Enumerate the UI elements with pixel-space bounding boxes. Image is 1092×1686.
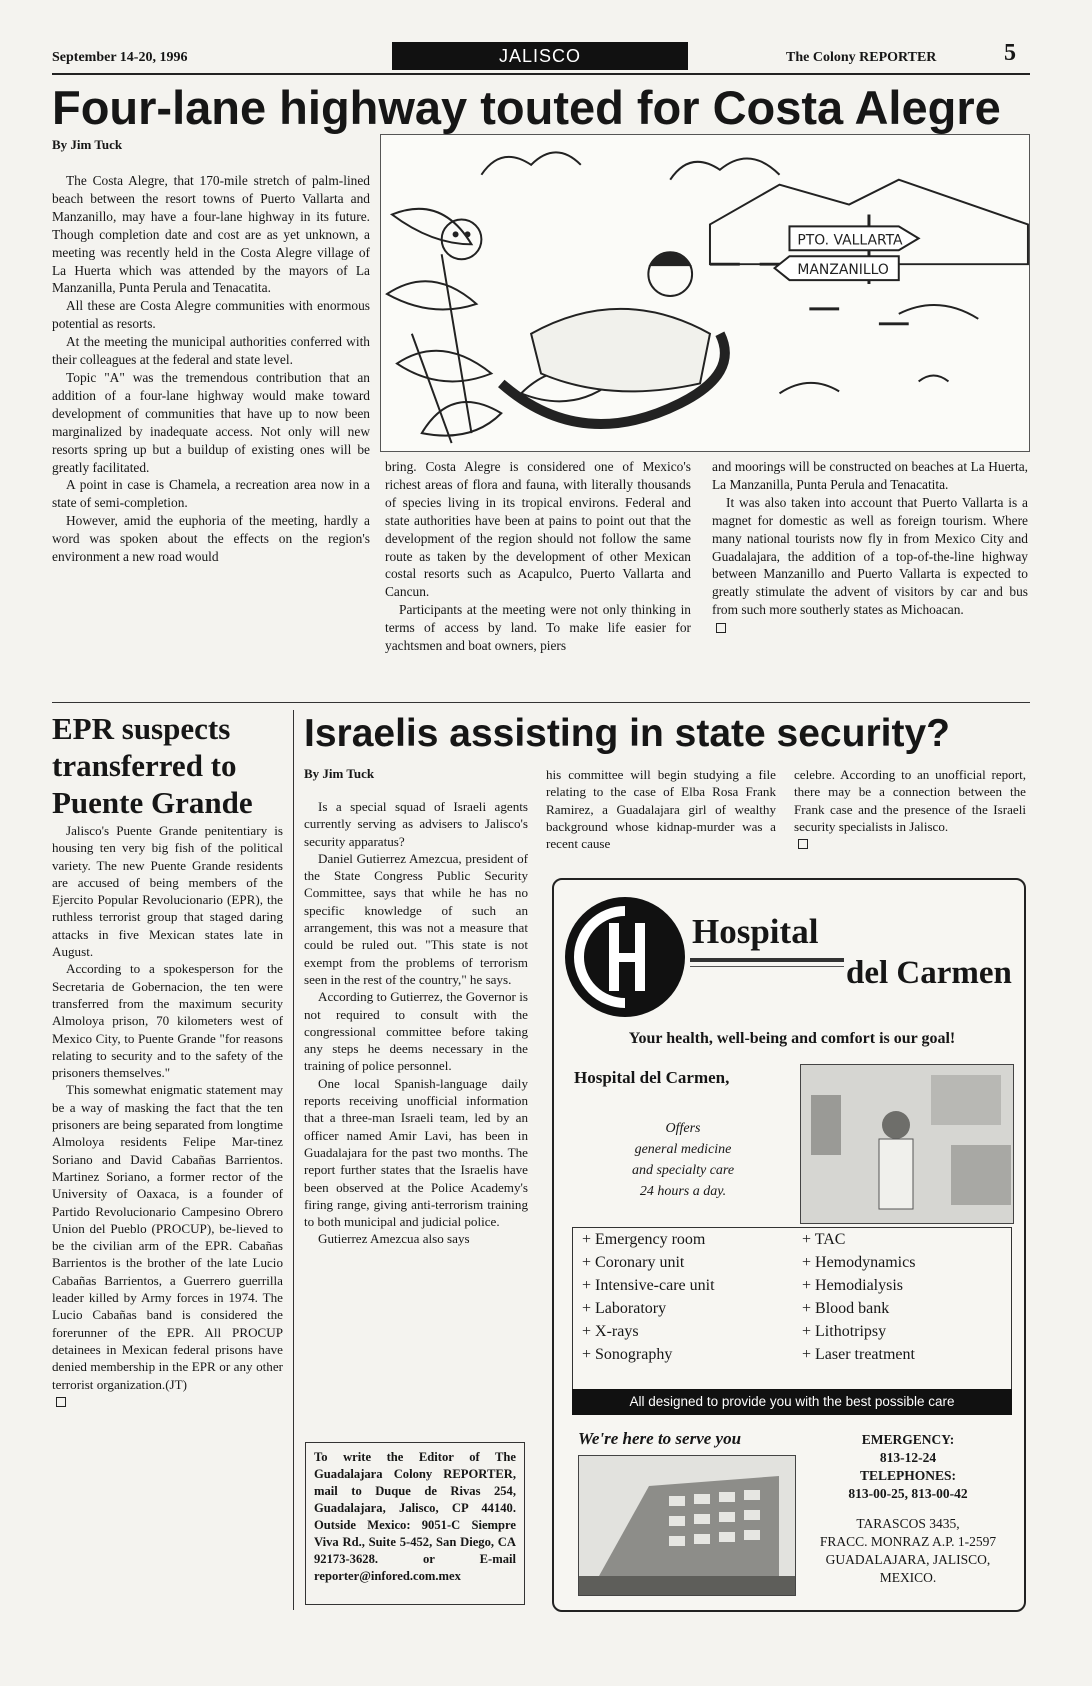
ad-decor-bar <box>690 958 844 962</box>
ad-script-line: We're here to serve you <box>578 1429 742 1448</box>
hospital-name-line2: del Carmen <box>846 955 1012 991</box>
service-item: + Hemodialysis <box>802 1277 904 1294</box>
paragraph: bring. Costa Alegre is considered one of Mexico's richest areas of flora and fauna, with literally thousands of species living in its tropical environs. Federal and state authorities have been at pains to point out that the development of the region should not follow the same route as taken by the development of other Mexican costal resorts such as Acapulco, Puerto Vallarta and Cancun. <box>385 459 691 600</box>
israel-headline: Israelis assisting in state security? <box>304 712 950 755</box>
ad-contact-info <box>800 1431 1016 1587</box>
israel-byline: By Jim Tuck <box>304 766 375 781</box>
paragraph: The Costa Alegre, that 170-mile stretch of palm-lined beach between the resort towns of Puerto Vallarta and Manzanillo, may have a four-lane highway in its future. Though completion date and cost are as yet unknown, a meeting was recently held in the Costa Alegre village of La Huerta which was attended by the mayors of La Manzanilla, Punta Perula and Tenacatita. <box>52 173 370 296</box>
cartoon-drawing <box>381 135 1029 451</box>
israel-column-3 <box>794 766 1026 866</box>
paragraph: Is a special squad of Israeli agents currently serving as advisers to Jalisco's security apparatus? <box>304 799 528 849</box>
service-item: + Lithotripsy <box>802 1323 887 1340</box>
ad-banner: All designed to provide you with the best possible care <box>572 1389 1012 1415</box>
emergency-label: EMERGENCY: <box>861 1432 955 1447</box>
ad-tagline: Your health, well-being and comfort is our goal! <box>628 1030 956 1047</box>
issue-date: September 14-20, 1996 <box>52 50 188 65</box>
address-line: FRACC. MONRAZ A.P. 1-2597 <box>819 1534 997 1549</box>
offer-line: and specialty care <box>631 1163 735 1178</box>
lead-headline: Four-lane highway touted for Costa Alegre <box>52 81 1001 134</box>
paragraph: Daniel Gutierrez Amezcua, president of the State Congress Public Security Committee, says that while he has no specific knowledge of such an arrangement, this was not a measure that could be ruled out. "This state is not exempt from the problems of terrorism seen in the rest of the country," he says. <box>304 850 528 987</box>
service-item: + X-rays <box>582 1323 639 1340</box>
service-item: + Blood bank <box>802 1300 890 1317</box>
offer-line: Offers <box>665 1121 701 1136</box>
paragraph: One local Spanish-language daily reports receiving unofficial information that a three-man Israeli team, led by an officer named Amir Lavi, has been in Guadalajara for the past two months. The report further states that the Israelis have been observed at the Police Academy's firing range, giving anti-terrorism training to both municipal and judicial police. <box>304 1075 528 1230</box>
paragraph: Gutierrez Amezcua also says <box>318 1231 470 1247</box>
service-item: + Intensive-care unit <box>582 1277 715 1294</box>
editor-contact-box: To write the Editor of The Guadalajara Colony REPORTER, mail to Duque de Rivas 254, Guadalajara, Jalisco, CP 44140. Outside Mexico: 9051-C Siempre Viva Rd., Suite 5-452, San Diego, CA 92173-3628. or E-mail reporter@infored.com.mex <box>305 1442 525 1605</box>
paper-name: The Colony REPORTER <box>786 50 937 65</box>
paragraph: This somewhat enigmatic statement may be a way of masking the fact that the ten prisoners are being separated from longtime Almoloya residents Felipe Mar-tinez Soriano and David Cabañas Barrientos. Martinez Soriano, a former rector of the University of Oaxaca, is a founder of Partido Revolucionario Campesino Obrero Union del Pueblo (PROCUP), be-lieved to be the civilian arm of the EPR. Cabañas Barrientos is the brother of the late Lucio Cabañas Barrientos, a Guerrero guerrilla leader killed by Army forces in 1974. The Lucio Cabañas band is considered the forerunner of the EPR. All PROCUP detainees in Mexican federal prisons have denied membership in the EPR or any other terrorist organization.(JT) <box>52 1082 283 1392</box>
end-mark-icon <box>56 1397 66 1407</box>
epr-headline: EPR suspects transferred to Puente Grande <box>52 711 253 820</box>
paragraph: However, amid the euphoria of the meeting, hardly a word was spoken about the effects on the region's environment a new road would <box>52 513 370 565</box>
address-line: MEXICO. <box>879 1570 937 1585</box>
paragraph: his committee will begin studying a file relating to the case of Elba Rosa Frank Ramirez, a Guadalajara girl of wealthy background whose kidnap-murder was a recent cause <box>546 767 776 852</box>
hospital-building-photo <box>578 1455 796 1596</box>
section-divider <box>52 702 1030 703</box>
paragraph: According to a spokesperson for the Secretaria de Gobernacion, the ten were transferred from the maximum security Almoloya prison, 70 kilometers west of Mexico City, to Puente Grande "for reasons relating to security and to the safety of the prisoners themselves." <box>52 961 283 1081</box>
lead-byline: By Jim Tuck <box>52 137 123 152</box>
paragraph: Jalisco's Puente Grande penitentiary is housing ten very big fish of the political variety. The new Puente Grande residents are accused of being members of the Ejercito Popular Revolucionario (EPR), the ruthless terrorist group that staged daring attacks in five Mexican states late in August. <box>52 823 283 960</box>
emergency-phone: 813-12-24 <box>879 1450 937 1465</box>
service-item: + Laser treatment <box>802 1346 915 1363</box>
paragraph: Participants at the meeting were not only thinking in terms of access by land. To make life easier for yachtsmen and boat owners, piers <box>385 602 691 654</box>
lead-column-1 <box>52 172 370 696</box>
address-line: TARASCOS 3435, <box>856 1516 960 1531</box>
service-item: + Sonography <box>582 1346 673 1363</box>
editorial-cartoon <box>380 134 1030 452</box>
masthead-rule <box>52 73 1030 75</box>
epr-column <box>52 822 283 1614</box>
paragraph: Topic "A" was the tremendous contribution that an addition of a four-lane highway would make toward development of communities that have up to now been marginalized by inadequate access. Not only will new resorts spring up but a buildup of existing ones will be greatly facilitated. <box>52 369 370 475</box>
cartoon-sign-vallarta: PTO. VALLARTA <box>797 232 903 249</box>
service-item: + Laboratory <box>582 1300 667 1317</box>
ad-decor-bar <box>690 966 844 967</box>
ad-offers <box>588 1118 778 1202</box>
lead-column-2 <box>385 458 691 694</box>
cartoon-sign-manzanillo: MANZANILLO <box>797 262 889 279</box>
hospital-logo-icon <box>565 897 685 1017</box>
paragraph: and moorings will be constructed on beaches at La Huerta, La Manzanilla, Punta Perula and Tenacatita. <box>712 459 1028 492</box>
israel-column-2 <box>546 766 776 866</box>
paragraph: A point in case is Chamela, a recreation area now in a state of semi-completion. <box>52 477 370 511</box>
paragraph: celebre. According to an unofficial report, there may be a connection between the Frank case and the presence of the Israeli security specialists in Jalisco. <box>794 767 1026 834</box>
service-item: + Emergency room <box>582 1231 706 1248</box>
services-right <box>802 1228 1002 1366</box>
end-mark-icon <box>798 839 808 849</box>
paragraph: All these are Costa Alegre communities with enormous potential as resorts. <box>52 298 370 332</box>
service-item: + TAC <box>802 1231 846 1248</box>
telephones-label: TELEPHONES: <box>859 1468 957 1483</box>
end-mark-icon <box>716 623 726 633</box>
offer-line: general medicine <box>634 1142 732 1157</box>
paragraph: It was also taken into account that Puerto Vallarta is a magnet for domestic as well as foreign tourism. Where many national tourists now fly in from Mexico City and Guadalajara, the addition of a top-of-the-line highway between Manzanillo and Puerto Vallarta is expected to greatly stimulate the advent of visitors by car and bus from such more southerly states as Michoacan. <box>712 494 1028 618</box>
ad-hospital-name: Hospital del Carmen, <box>574 1068 730 1087</box>
column-rule <box>293 710 294 1610</box>
service-item: + Hemodynamics <box>802 1254 916 1271</box>
hospital-name-line1: Hospital <box>692 912 819 951</box>
israel-column-1 <box>304 798 528 1438</box>
service-item: + Coronary unit <box>582 1254 685 1271</box>
page-number: 5 <box>1004 40 1016 66</box>
lead-column-3 <box>712 458 1028 694</box>
telephones: 813-00-25, 813-00-42 <box>848 1486 968 1501</box>
paragraph: According to Gutierrez, the Governor is not required to consult with the congressional committee before taking any steps he deems necessary in the training of police personnel. <box>304 989 528 1074</box>
services-left <box>582 1228 782 1366</box>
paragraph: At the meeting the municipal authorities conferred with their colleagues at the federal and state level. <box>52 334 370 368</box>
section-label: JALISCO <box>392 42 688 70</box>
offer-line: 24 hours a day. <box>639 1184 727 1199</box>
hospital-room-photo <box>800 1064 1014 1224</box>
address-line: GUADALAJARA, JALISCO, <box>825 1552 991 1567</box>
